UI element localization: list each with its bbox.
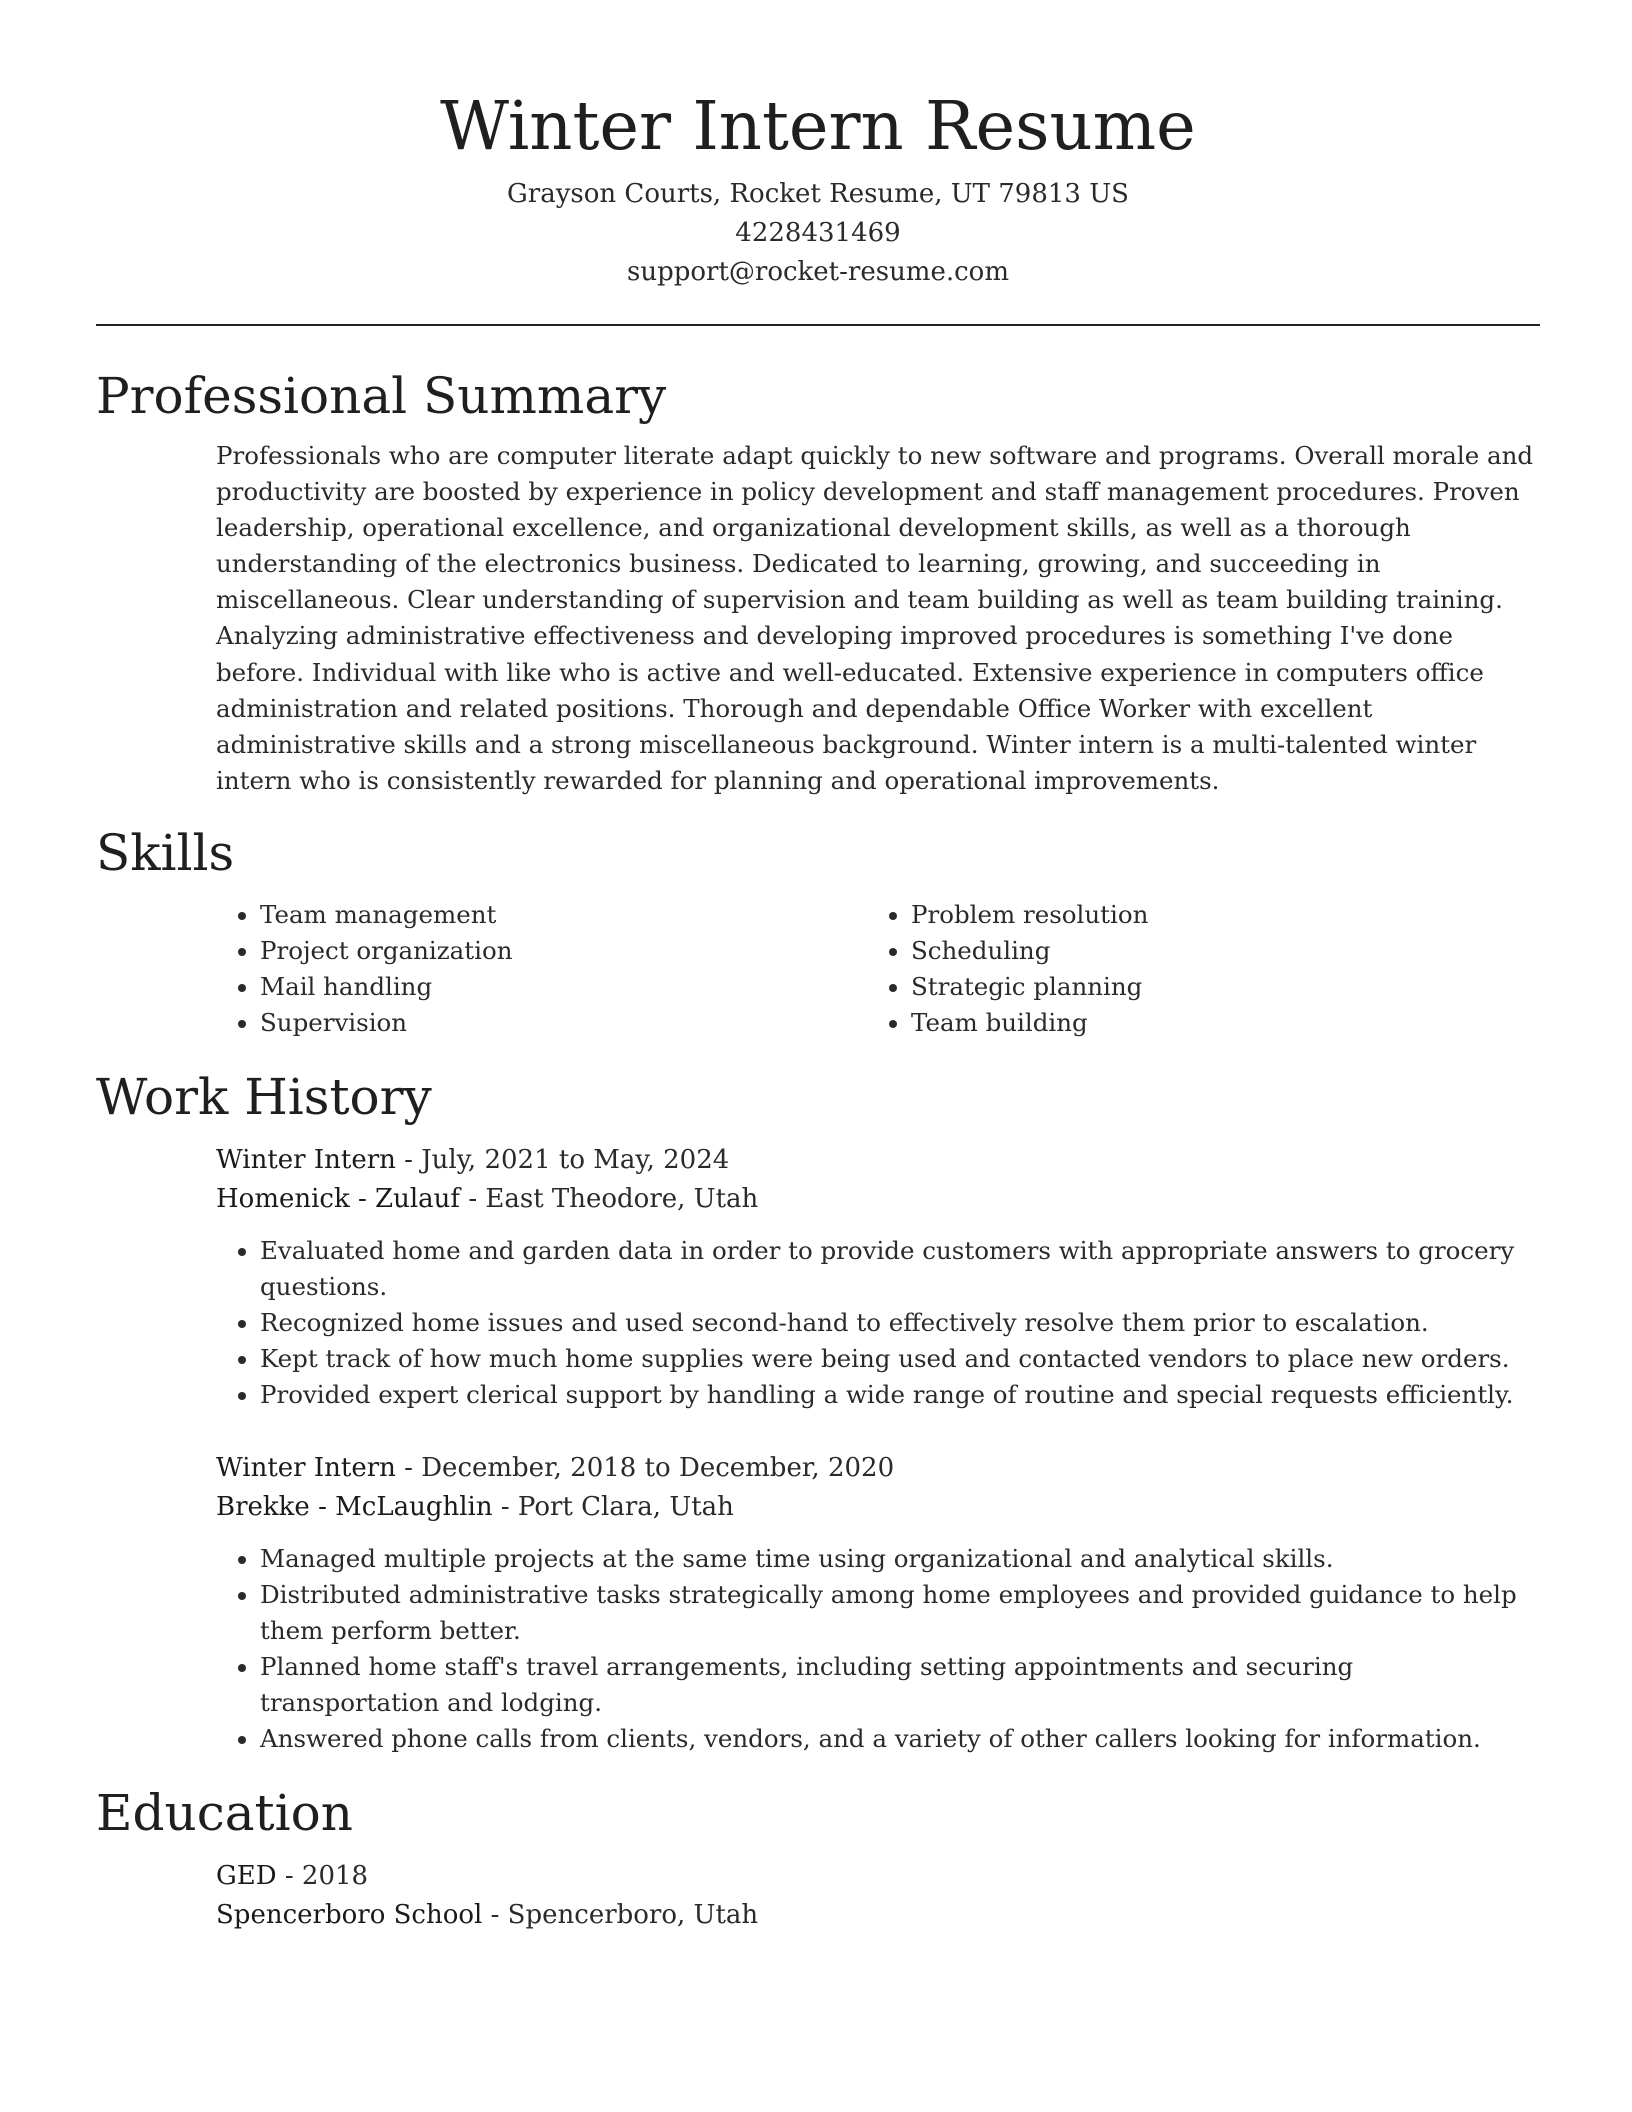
contact-address: Grayson Courts, Rocket Resume, UT 79813 US	[507, 179, 1129, 209]
job-entry	[216, 1449, 1540, 1757]
education-school-line	[216, 1896, 1540, 1935]
education-entry	[216, 1857, 1540, 1935]
work-history-heading: Work History	[96, 1067, 432, 1126]
skills-heading: Skills	[96, 823, 235, 882]
job-duty: • Distributed administrative tasks strategically among home employees and provided guidance to help them perform better.	[260, 1577, 1540, 1649]
education-location: - Spencerboro, Utah	[482, 1899, 759, 1930]
education-heading: Education	[96, 1783, 353, 1842]
summary-heading: Professional Summary	[96, 367, 667, 425]
job-location: - Port Clara, Utah	[492, 1491, 734, 1522]
job-title-line	[216, 1449, 1540, 1488]
resume-page	[96, 0, 1540, 1935]
job-entry	[216, 1141, 1540, 1413]
job-location: - East Theodore, Utah	[460, 1183, 759, 1214]
skill-item: • Project organization	[260, 933, 867, 969]
job-duty: • Recognized home issues and used second-hand to effectively resolve them prior to escalation.	[260, 1305, 1540, 1341]
job-company: Homenick - Zulauf	[216, 1183, 461, 1214]
job-dates: - July, 2021 to May, 2024	[395, 1144, 730, 1175]
skill-item: • Scheduling	[911, 933, 1518, 969]
job-duty: • Answered phone calls from clients, vendors, and a variety of other callers looking for information.	[260, 1721, 1540, 1757]
job-company-line	[216, 1180, 1540, 1219]
resume-name: Winter Intern Resume	[440, 87, 1196, 165]
skills-column-left	[216, 897, 867, 1041]
contact-phone: 4228431469	[735, 218, 901, 248]
skill-item: • Supervision	[260, 1005, 867, 1041]
resume-header	[96, 0, 1540, 292]
skill-item: • Mail handling	[260, 969, 867, 1005]
skill-item: • Team building	[911, 1005, 1518, 1041]
job-duty: • Managed multiple projects at the same time using organizational and analytical skills.	[260, 1541, 1540, 1577]
summary-paragraph: Professionals who are computer literate adapt quickly to new software and programs. Overall morale and productivity are boosted by experience in policy development and staff management procedures. Proven leadership, operational excellence, and organizational development skills, as well as a thorough understanding of the electronics business. Dedicated to learning, growing, and succeeding in miscellaneous. Clear understanding of supervision and team building as well as team building training. Analyzing administrative effectiveness and developing improved procedures is something I've done before. Individual with like who is active and well-educated. Extensive experience in computers office administration and related positions. Thorough and dependable Office Worker with excellent administrative skills and a strong miscellaneous background. Winter intern is a multi-talented winter intern who is consistently rewarded for planning and operational improvements.	[216, 441, 1534, 795]
job-duties	[216, 1541, 1540, 1757]
job-title-line	[216, 1141, 1540, 1180]
skill-item: • Strategic planning	[911, 969, 1518, 1005]
job-duty: • Provided expert clerical support by handling a wide range of routine and special requests efficiently.	[260, 1377, 1540, 1413]
job-role: Winter Intern	[216, 1144, 396, 1175]
job-company: Brekke - McLaughlin	[216, 1491, 493, 1522]
skill-item: • Team management	[260, 897, 867, 933]
header-divider	[96, 324, 1540, 326]
education-degree: GED	[216, 1860, 277, 1891]
job-duty: • Planned home staff's travel arrangements, including setting appointments and securing transportation and lodging.	[260, 1649, 1540, 1721]
job-duty: • Evaluated home and garden data in order to provide customers with appropriate answers to grocery questions.	[260, 1233, 1540, 1305]
contact-email: support@rocket-resume.com	[626, 257, 1009, 287]
job-role: Winter Intern	[216, 1452, 396, 1483]
job-duty: • Kept track of how much home supplies were being used and contacted vendors to place new orders.	[260, 1341, 1540, 1377]
job-company-line	[216, 1488, 1540, 1527]
job-dates: - December, 2018 to December, 2020	[395, 1452, 895, 1483]
contact-info	[96, 175, 1540, 292]
skills-list	[216, 897, 1540, 1041]
education-degree-line	[216, 1857, 1540, 1896]
education-year: - 2018	[276, 1860, 369, 1891]
skills-column-right	[867, 897, 1518, 1041]
skill-item: • Problem resolution	[911, 897, 1518, 933]
job-duties	[216, 1233, 1540, 1413]
education-school: Spencerboro School	[216, 1899, 483, 1930]
